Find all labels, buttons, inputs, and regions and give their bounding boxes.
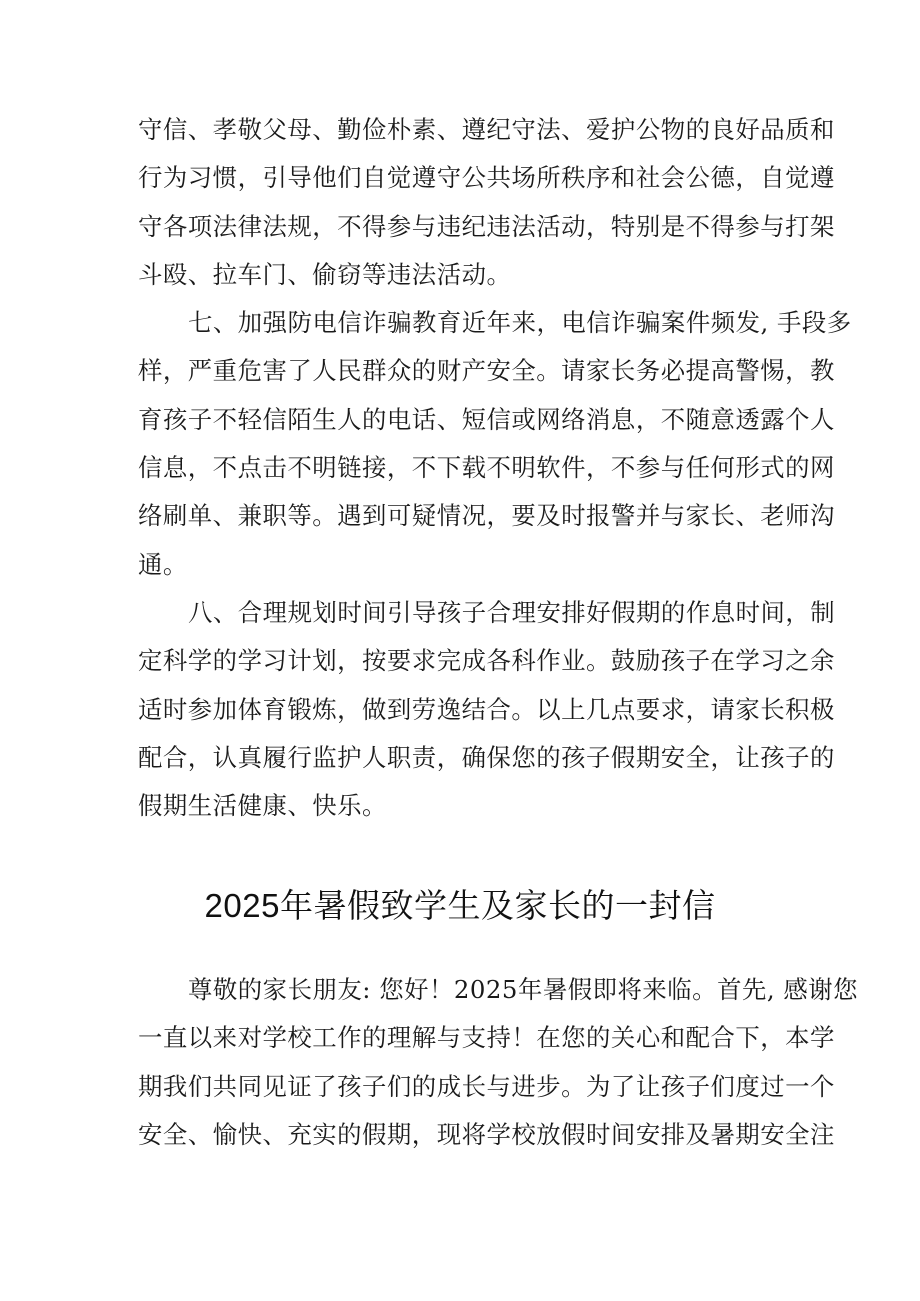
text-line: 七、加强防电信诈骗教育近年来，电信诈骗案件频发, 手段多 — [188, 308, 852, 338]
document-body-upper — [138, 106, 852, 830]
text-line: 育孩子不轻信陌生人的电话、短信或网络消息，不随意透露个人 — [138, 404, 835, 434]
text-line: 尊敬的家长朋友: 您好！2025年暑假即将来临。首先, 感谢您 — [188, 975, 859, 1004]
letter-title: 2025年暑假致学生及家长的一封信 — [204, 887, 716, 924]
text-line: 络刷单、兼职等。遇到可疑情况，要及时报警并与家长、老师沟 — [138, 501, 835, 531]
paragraph-section-6-continued — [138, 106, 835, 299]
text-line: 通。 — [138, 549, 188, 579]
text-line: 配合，认真履行监护人职责，确保您的孩子假期安全，让孩子的 — [138, 742, 835, 772]
text-line: 守信、孝敬父母、勤俭朴素、遵纪守法、爱护公物的良好品质和 — [138, 115, 835, 144]
text-line: 守各项法律法规，不得参与违纪违法活动，特别是不得参与打架 — [138, 211, 835, 241]
text-line: 行为习惯，引导他们自觉遵守公共场所秩序和社会公德，自觉遵 — [138, 163, 835, 193]
text-line: 样，严重危害了人民群众的财产安全。请家长务必提高警惕，教 — [138, 356, 835, 386]
paragraph-section-7 — [138, 299, 852, 589]
text-line: 期我们共同见证了孩子们的成长与进步。为了让孩子们度过一个 — [138, 1071, 835, 1101]
text-line: 信息，不点击不明链接，不下载不明软件，不参与任何形式的网 — [138, 453, 835, 483]
text-line: 斗殴、拉车门、偷窃等违法活动。 — [138, 259, 512, 289]
text-line: 适时参加体育锻炼，做到劳逸结合。以上几点要求，请家长积极 — [138, 694, 835, 724]
text-line: 八、合理规划时间引导孩子合理安排好假期的作息时间，制 — [188, 597, 836, 627]
text-line: 假期生活健康、快乐。 — [138, 791, 387, 821]
text-line: 安全、愉快、充实的假期，现将学校放假时间安排及暑期安全注 — [138, 1119, 835, 1149]
paragraph-letter-intro — [138, 966, 859, 1159]
text-line: 定科学的学习计划，按要求完成各科作业。鼓励孩子在学习之余 — [138, 646, 835, 676]
text-line: 一直以来对学校工作的理解与支持！在您的关心和配合下，本学 — [138, 1023, 835, 1053]
document-body-lower — [138, 966, 859, 1159]
paragraph-section-8 — [138, 589, 836, 830]
